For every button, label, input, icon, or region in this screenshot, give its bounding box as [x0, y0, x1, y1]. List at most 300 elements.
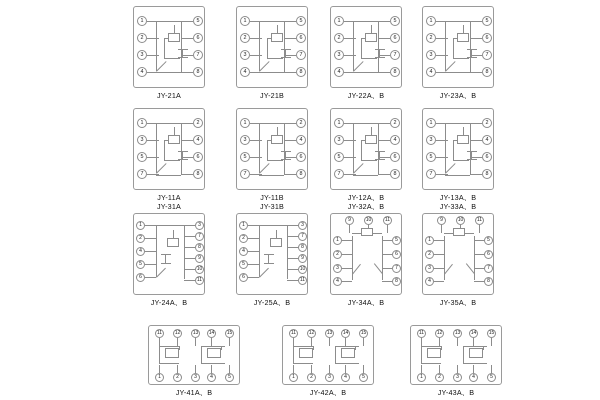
terminal-9[interactable]: 9 [345, 216, 354, 225]
wire-segment [445, 21, 446, 71]
terminal-7[interactable]: 7 [298, 232, 307, 241]
terminal-7[interactable]: 7 [334, 169, 344, 179]
terminal-5[interactable]: 5 [193, 16, 203, 26]
terminal-3[interactable]: 3 [426, 135, 436, 145]
wire-segment [221, 346, 222, 350]
wire-segment [329, 365, 330, 373]
terminal-12[interactable]: 12 [436, 330, 443, 336]
wire-segment [259, 72, 284, 73]
terminal-13[interactable]: 13 [326, 330, 333, 336]
terminal-2[interactable]: 2 [239, 234, 248, 243]
wire-segment [378, 123, 379, 175]
terminal-14[interactable]: 14 [470, 330, 477, 336]
diagram-jy-22a-b [330, 6, 402, 100]
wire-segment [344, 38, 356, 39]
wire-segment [421, 346, 441, 347]
wire-segment [363, 365, 364, 373]
caption-line-1: JY-34A、B [347, 298, 385, 307]
terminal-6[interactable]: 6 [136, 273, 145, 282]
terminal-4[interactable]: 4 [240, 67, 250, 77]
wire-segment [287, 225, 298, 226]
wire-segment [277, 127, 278, 135]
wire-segment [353, 21, 378, 22]
wire-segment [184, 258, 195, 259]
wire-segment [463, 25, 464, 33]
wire-segment [378, 140, 390, 141]
terminal-14[interactable]: 14 [208, 330, 215, 336]
diagram-jy-35a-b [422, 213, 494, 307]
wire-segment [444, 264, 453, 275]
caption-line-1: JY-21B [259, 91, 285, 100]
wire-segment [474, 254, 484, 255]
wire-segment [375, 151, 385, 152]
coil-symbol [165, 348, 179, 358]
wire-segment [264, 254, 274, 255]
terminal-2[interactable]: 2 [307, 373, 316, 382]
terminal-11[interactable]: 11 [476, 217, 483, 223]
terminal-4[interactable]: 4 [341, 373, 350, 382]
terminal-10[interactable]: 10 [457, 217, 464, 223]
wire-segment [378, 174, 390, 175]
terminal-6[interactable]: 6 [296, 33, 306, 43]
caption-line-2: JY-33A、B [439, 202, 477, 211]
terminal-7[interactable]: 7 [390, 50, 400, 60]
terminal-4[interactable]: 4 [136, 247, 145, 256]
wire-segment [344, 140, 356, 141]
wire-segment [352, 233, 361, 234]
wire-segment [159, 365, 160, 373]
terminal-9[interactable]: 9 [195, 254, 204, 263]
terminal-4[interactable]: 4 [482, 135, 492, 145]
terminal-2[interactable]: 2 [334, 33, 344, 43]
terminal-1[interactable]: 1 [334, 118, 344, 128]
wire-segment [181, 174, 193, 175]
wire-segment [276, 230, 277, 238]
terminal-7[interactable]: 7 [296, 50, 306, 60]
terminal-5[interactable]: 5 [296, 16, 306, 26]
terminal-2[interactable]: 2 [482, 118, 492, 128]
terminal-2[interactable]: 2 [173, 373, 182, 382]
wire-segment [342, 268, 352, 269]
coil-symbol [168, 33, 180, 42]
terminal-5[interactable]: 5 [359, 373, 368, 382]
wire-segment [463, 363, 487, 364]
terminal-11[interactable]: 11 [418, 330, 425, 336]
wire-segment [147, 38, 159, 39]
terminal-3[interactable]: 3 [426, 50, 436, 60]
wire-segment [181, 21, 182, 73]
terminal-5[interactable]: 5 [239, 260, 248, 269]
terminal-8[interactable]: 8 [298, 243, 307, 252]
wire-segment [250, 157, 262, 158]
wire-segment [181, 123, 182, 175]
wire-segment [439, 365, 440, 373]
wire-segment [229, 338, 230, 346]
socket-outline [282, 325, 374, 385]
wire-segment [470, 174, 482, 175]
terminal-10[interactable]: 10 [196, 266, 203, 272]
wire-segment [421, 365, 422, 373]
terminal-13[interactable]: 13 [192, 330, 199, 336]
terminal-3[interactable]: 3 [137, 50, 147, 60]
wire-segment [147, 140, 159, 141]
terminal-5[interactable]: 5 [390, 16, 400, 26]
wire-segment [177, 338, 178, 346]
terminal-2[interactable]: 2 [390, 118, 400, 128]
wire-segment [470, 123, 471, 175]
caption-line-2: JY-31A [156, 202, 182, 211]
terminal-15[interactable]: 15 [488, 330, 495, 336]
wire-segment [184, 236, 195, 237]
wire-segment [181, 140, 193, 141]
wire-segment [382, 254, 392, 255]
terminal-3[interactable]: 3 [191, 373, 200, 382]
wire-segment [229, 365, 230, 373]
diagram-jy-21b [236, 6, 308, 100]
wire-segment [378, 123, 390, 124]
terminal-3[interactable]: 3 [333, 264, 342, 273]
terminal-5[interactable]: 5 [225, 373, 234, 382]
diagram-jy-11b-31b [236, 108, 308, 211]
terminal-1[interactable]: 1 [240, 118, 250, 128]
terminal-8[interactable]: 8 [195, 243, 204, 252]
terminal-8[interactable]: 8 [392, 277, 401, 286]
terminal-1[interactable]: 1 [155, 373, 164, 382]
terminal-2[interactable]: 2 [333, 250, 342, 259]
terminal-1[interactable]: 1 [426, 16, 436, 26]
coil-symbol [167, 238, 179, 247]
diagram-caption [236, 298, 308, 307]
wire-segment [156, 61, 167, 72]
terminal-2[interactable]: 2 [240, 33, 250, 43]
terminal-7[interactable]: 7 [484, 264, 493, 273]
terminal-12[interactable]: 12 [308, 330, 315, 336]
wire-segment [375, 57, 385, 58]
wire-segment [248, 251, 259, 252]
terminal-5[interactable]: 5 [240, 152, 250, 162]
wire-segment [161, 263, 171, 264]
terminal-1[interactable]: 1 [137, 16, 147, 26]
wire-segment [281, 151, 291, 152]
terminal-7[interactable]: 7 [240, 169, 250, 179]
caption-line-2: JY-32A、B [347, 202, 385, 211]
terminal-7[interactable]: 7 [482, 50, 492, 60]
terminal-6[interactable]: 6 [484, 250, 493, 259]
terminal-5[interactable]: 5 [426, 152, 436, 162]
wire-segment [174, 25, 175, 33]
coil-symbol [453, 228, 465, 236]
terminal-12[interactable]: 12 [174, 330, 181, 336]
wire-segment [470, 38, 482, 39]
socket-outline [330, 108, 402, 190]
wire-segment [313, 346, 314, 350]
wire-segment [287, 247, 298, 248]
diagram-caption [330, 193, 402, 211]
wire-segment [181, 21, 193, 22]
diagram-caption [133, 298, 205, 307]
wire-segment [164, 160, 180, 161]
wire-segment [248, 238, 259, 239]
terminal-5[interactable]: 5 [482, 16, 492, 26]
terminal-4[interactable]: 4 [426, 67, 436, 77]
terminal-11[interactable]: 11 [156, 330, 163, 336]
socket-outline [236, 108, 308, 190]
terminal-5[interactable]: 5 [136, 260, 145, 269]
diagram-jy-12a-32a-b [330, 108, 402, 211]
terminal-1[interactable]: 1 [333, 236, 342, 245]
wire-segment [470, 21, 471, 73]
socket-outline [330, 213, 402, 295]
terminal-4[interactable]: 4 [390, 135, 400, 145]
wire-segment [353, 175, 378, 176]
caption-line-1: JY-23A、B [439, 91, 477, 100]
terminal-3[interactable]: 3 [240, 50, 250, 60]
wire-segment [159, 338, 160, 346]
terminal-1[interactable]: 1 [136, 221, 145, 230]
wire-segment [293, 363, 313, 364]
terminal-1[interactable]: 1 [425, 236, 434, 245]
wire-segment [436, 38, 448, 39]
terminal-5[interactable]: 5 [137, 152, 147, 162]
wire-segment [445, 175, 470, 176]
terminal-4[interactable]: 4 [333, 277, 342, 286]
terminal-8[interactable]: 8 [484, 277, 493, 286]
wire-segment [181, 72, 193, 73]
terminal-4[interactable]: 4 [207, 373, 216, 382]
wire-segment [195, 338, 196, 346]
caption-line-1: JY-35A、B [439, 298, 477, 307]
terminal-1[interactable]: 1 [240, 16, 250, 26]
wire-segment [473, 365, 474, 373]
terminal-7[interactable]: 7 [193, 50, 203, 60]
wire-segment [353, 72, 378, 73]
terminal-4[interactable]: 4 [137, 67, 147, 77]
terminal-14[interactable]: 14 [342, 330, 349, 336]
wire-segment [287, 280, 298, 281]
terminal-3[interactable]: 3 [425, 264, 434, 273]
wire-segment [445, 61, 456, 72]
terminal-11[interactable]: 11 [196, 277, 203, 283]
wire-segment [473, 338, 474, 346]
terminal-3[interactable]: 3 [453, 373, 462, 382]
terminal-5[interactable]: 5 [392, 236, 401, 245]
terminal-1[interactable]: 1 [417, 373, 426, 382]
terminal-11[interactable]: 11 [290, 330, 297, 336]
diagram-jy-24a-b [133, 213, 205, 307]
terminal-8[interactable]: 8 [390, 169, 400, 179]
wire-segment [259, 61, 270, 72]
terminal-15[interactable]: 15 [360, 330, 367, 336]
terminal-1[interactable]: 1 [137, 118, 147, 128]
terminal-8[interactable]: 8 [296, 169, 306, 179]
diagram-jy-11a-31a [133, 108, 205, 211]
wire-segment [211, 338, 212, 346]
terminal-3[interactable]: 3 [298, 221, 307, 230]
terminal-2[interactable]: 2 [296, 118, 306, 128]
terminal-4[interactable]: 4 [296, 135, 306, 145]
terminal-3[interactable]: 3 [325, 373, 334, 382]
socket-outline [148, 325, 240, 385]
terminal-1[interactable]: 1 [239, 221, 248, 230]
diagram-jy-23a-b [422, 6, 494, 100]
wire-segment [211, 365, 212, 373]
terminal-3[interactable]: 3 [195, 221, 204, 230]
wire-segment [178, 151, 188, 152]
terminal-7[interactable]: 7 [426, 169, 436, 179]
wire-segment [284, 21, 296, 22]
diagram-caption [133, 91, 205, 100]
wire-segment [181, 123, 193, 124]
terminal-10[interactable]: 10 [365, 217, 372, 223]
terminal-3[interactable]: 3 [334, 135, 344, 145]
terminal-2[interactable]: 2 [193, 118, 203, 128]
coil-symbol [365, 135, 377, 144]
coil-symbol [361, 228, 373, 236]
diagram-caption [236, 91, 308, 100]
terminal-11[interactable]: 11 [384, 217, 391, 223]
wire-segment [457, 338, 458, 346]
diagram-caption [422, 298, 494, 307]
terminal-6[interactable]: 6 [239, 273, 248, 282]
wire-segment [474, 281, 484, 282]
wire-segment [445, 123, 446, 173]
socket-outline [422, 6, 494, 88]
wire-segment [281, 57, 291, 58]
wire-segment [156, 123, 181, 124]
terminal-5[interactable]: 5 [484, 236, 493, 245]
terminal-1[interactable]: 1 [426, 118, 436, 128]
terminal-7[interactable]: 7 [137, 169, 147, 179]
terminal-4[interactable]: 4 [239, 247, 248, 256]
wire-segment [178, 159, 188, 160]
diagram-caption [422, 91, 494, 100]
wire-segment [349, 225, 350, 233]
wire-segment [147, 157, 159, 158]
wire-segment [267, 58, 283, 59]
terminal-4[interactable]: 4 [425, 277, 434, 286]
terminal-2[interactable]: 2 [137, 33, 147, 43]
wire-segment [267, 38, 268, 58]
wire-segment [156, 268, 166, 278]
wire-segment [387, 225, 388, 233]
wire-segment [287, 225, 288, 279]
terminal-3[interactable]: 3 [137, 135, 147, 145]
diagram-caption [422, 193, 494, 211]
terminal-6[interactable]: 6 [482, 152, 492, 162]
terminal-8[interactable]: 8 [482, 169, 492, 179]
terminal-1[interactable]: 1 [289, 373, 298, 382]
terminal-5[interactable]: 5 [487, 373, 496, 382]
terminal-6[interactable]: 6 [193, 33, 203, 43]
caption-line-1: JY-43A、B [437, 388, 475, 397]
terminal-9[interactable]: 9 [437, 216, 446, 225]
wire-segment [436, 157, 448, 158]
terminal-13[interactable]: 13 [454, 330, 461, 336]
terminal-9[interactable]: 9 [298, 254, 307, 263]
wire-segment [259, 268, 269, 278]
wire-segment [361, 58, 377, 59]
wire-segment [250, 38, 262, 39]
terminal-2[interactable]: 2 [136, 234, 145, 243]
wire-segment [184, 225, 185, 279]
terminal-6[interactable]: 6 [296, 152, 306, 162]
terminal-7[interactable]: 7 [392, 264, 401, 273]
wire-segment [382, 268, 392, 269]
terminal-6[interactable]: 6 [392, 250, 401, 259]
wire-segment [156, 225, 157, 277]
coil-symbol [469, 348, 483, 358]
terminal-8[interactable]: 8 [296, 67, 306, 77]
wire-segment [165, 254, 166, 263]
terminal-3[interactable]: 3 [334, 50, 344, 60]
wire-segment [184, 225, 195, 226]
wire-segment [361, 38, 362, 58]
wire-segment [184, 269, 195, 270]
terminal-1[interactable]: 1 [334, 16, 344, 26]
terminal-7[interactable]: 7 [195, 232, 204, 241]
terminal-8[interactable]: 8 [390, 67, 400, 77]
terminal-15[interactable]: 15 [226, 330, 233, 336]
wire-segment [156, 225, 184, 226]
wire-segment [284, 21, 285, 73]
terminal-6[interactable]: 6 [482, 33, 492, 43]
terminal-6[interactable]: 6 [390, 33, 400, 43]
terminal-8[interactable]: 8 [193, 67, 203, 77]
wire-segment [156, 21, 181, 22]
terminal-11[interactable]: 11 [299, 277, 306, 283]
wire-segment [361, 140, 362, 160]
wire-segment [361, 160, 377, 161]
terminal-3[interactable]: 3 [240, 135, 250, 145]
wire-segment [174, 127, 175, 135]
wire-segment [267, 160, 283, 161]
terminal-4[interactable]: 4 [469, 373, 478, 382]
terminal-5[interactable]: 5 [334, 152, 344, 162]
wire-segment [470, 72, 482, 73]
wire-segment [471, 151, 472, 159]
wire-segment [248, 264, 259, 265]
wire-segment [145, 238, 156, 239]
caption-line-1: JY-13A、B [439, 193, 477, 202]
wire-segment [293, 365, 294, 373]
wire-segment [352, 264, 361, 275]
wire-segment [421, 346, 422, 363]
wire-segment [353, 21, 354, 71]
terminal-6[interactable]: 6 [193, 152, 203, 162]
wire-segment [159, 363, 179, 364]
terminal-2[interactable]: 2 [435, 373, 444, 382]
wire-segment [379, 151, 380, 159]
wire-segment [345, 338, 346, 346]
terminal-2[interactable]: 2 [426, 33, 436, 43]
wire-segment [335, 346, 336, 363]
wire-segment [178, 49, 188, 50]
terminal-8[interactable]: 8 [193, 169, 203, 179]
terminal-6[interactable]: 6 [390, 152, 400, 162]
terminal-2[interactable]: 2 [425, 250, 434, 259]
wire-segment [284, 72, 296, 73]
wire-segment [470, 21, 482, 22]
wire-segment [467, 151, 477, 152]
diagram-caption [410, 388, 502, 397]
wire-segment [178, 57, 188, 58]
caption-line-1: JY-22A、B [347, 91, 385, 100]
wire-segment [434, 240, 444, 241]
terminal-8[interactable]: 8 [482, 67, 492, 77]
terminal-10[interactable]: 10 [299, 266, 306, 272]
terminal-4[interactable]: 4 [334, 67, 344, 77]
terminal-4[interactable]: 4 [193, 135, 203, 145]
